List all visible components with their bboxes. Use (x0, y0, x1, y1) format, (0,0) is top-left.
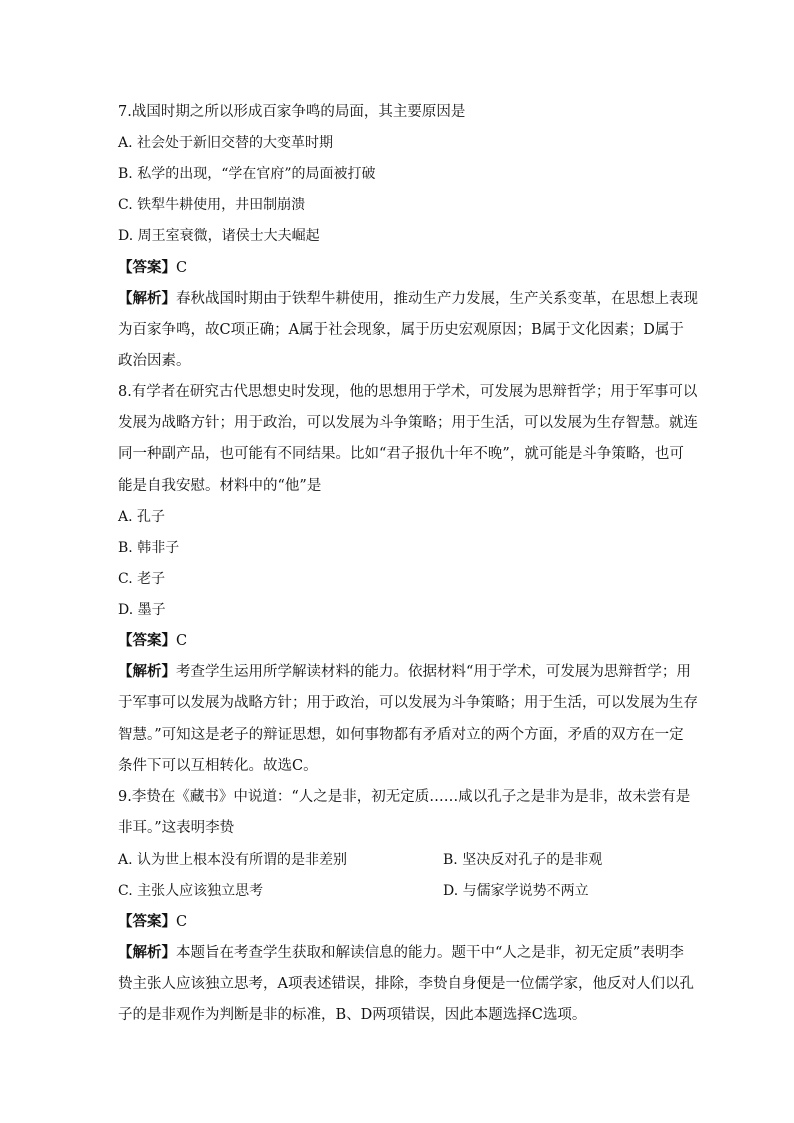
question-8-analysis-line-1 (118, 662, 691, 682)
question-9-stem-line-2: 非耳。”这表明李贽 (118, 820, 235, 836)
question-8-analysis-line-3: 智慧。”可知这是老子的辩证思想，如何事物都有矛盾对立的两个方面，矛盾的双方在一定 (118, 727, 684, 743)
analysis-text: 本题旨在考查学生获取和解读信息的能力。题干中“人之是非，初无定质”表明李 (176, 945, 684, 961)
question-7-option-a: A. 社会处于新旧交替的大变革时期 (118, 135, 334, 151)
question-8-analysis-line-2: 于军事可以发展为战略方针；用于政治，可以发展为斗争策略；用于生活，可以发展为生存 (118, 695, 698, 711)
question-9-option-b: B. 坚决反对孔子的是非观 (443, 852, 603, 868)
question-9-analysis-line-3: 子的是非观作为判断是非的标准，B、D两项错误，因此本题选择C选项。 (118, 1007, 587, 1023)
question-8-stem-line-3: 同一种副产品，也可能有不同结果。比如“君子报仇十年不晚”，就可能是斗争策略，也可 (118, 446, 684, 462)
question-8-answer (118, 631, 187, 651)
question-8-analysis-line-4: 条件下可以互相转化。故选C。 (118, 758, 318, 774)
question-8-stem-line-4: 能是自我安慰。材料中的“他”是 (118, 478, 322, 494)
question-8-option-a: A. 孔子 (118, 509, 166, 525)
answer-tag: 【答案】 (118, 632, 176, 649)
question-9-option-d: D. 与儒家学说势不两立 (443, 883, 589, 899)
question-9-option-c: C. 主张人应该独立思考 (118, 883, 264, 899)
analysis-tag: 【解析】 (118, 290, 176, 307)
answer-tag: 【答案】 (118, 913, 176, 930)
question-8-option-b: B. 韩非子 (118, 540, 180, 556)
question-7-analysis-line-2: 为百家争鸣，故C项正确；A属于社会现象，属于历史宏观原因；B属于文化因素；D属于 (118, 322, 684, 338)
question-9-analysis-line-1 (118, 943, 684, 963)
answer-tag: 【答案】 (118, 259, 176, 276)
answer-value: C (176, 633, 188, 649)
question-7-option-d: D. 周王室衰微，诸侯士大夫崛起 (118, 228, 320, 244)
question-9-answer (118, 912, 187, 932)
question-9-option-a: A. 认为世上根本没有所谓的是非差别 (118, 852, 348, 868)
question-7-analysis-line-3: 政治因素。 (118, 353, 191, 369)
question-7-stem: 7.战国时期之所以形成百家争鸣的局面，其主要原因是 (118, 104, 466, 120)
question-7-analysis-line-1 (118, 289, 698, 309)
question-7-option-b: B. 私学的出现，“学在官府”的局面被打破 (118, 166, 376, 182)
question-8-option-c: C. 老子 (118, 571, 166, 587)
question-9-analysis-line-2: 贽主张人应该独立思考，A项表述错误，排除，李贽自身便是一位儒学家，他反对人们以孔 (118, 976, 694, 992)
question-7-option-c: C. 铁犁牛耕使用，井田制崩溃 (118, 197, 306, 213)
question-8-option-d: D. 墨子 (118, 602, 166, 618)
question-9-stem-line-1: 9.李贽在《藏书》中说道：“人之是非，初无定质……咸以孔子之是非为是非，故未尝有是 (118, 789, 691, 805)
analysis-text: 考查学生运用所学解读材料的能力。依据材料“用于学术，可发展为思辩哲学；用 (176, 664, 691, 680)
question-7-answer (118, 258, 187, 278)
analysis-tag: 【解析】 (118, 944, 176, 961)
analysis-tag: 【解析】 (118, 663, 176, 680)
answer-value: C (176, 914, 188, 930)
analysis-text: 春秋战国时期由于铁犁牛耕使用，推动生产力发展，生产关系变革，在思想上表现 (176, 291, 698, 307)
answer-value: C (176, 260, 188, 276)
question-8-stem-line-1: 8.有学者在研究古代思想史时发现，他的思想用于学术，可发展为思辩哲学；用于军事可以 (118, 384, 698, 400)
question-8-stem-line-2: 发展为战略方针；用于政治，可以发展为斗争策略；用于生活，可以发展为生存智慧。就连 (118, 415, 698, 431)
